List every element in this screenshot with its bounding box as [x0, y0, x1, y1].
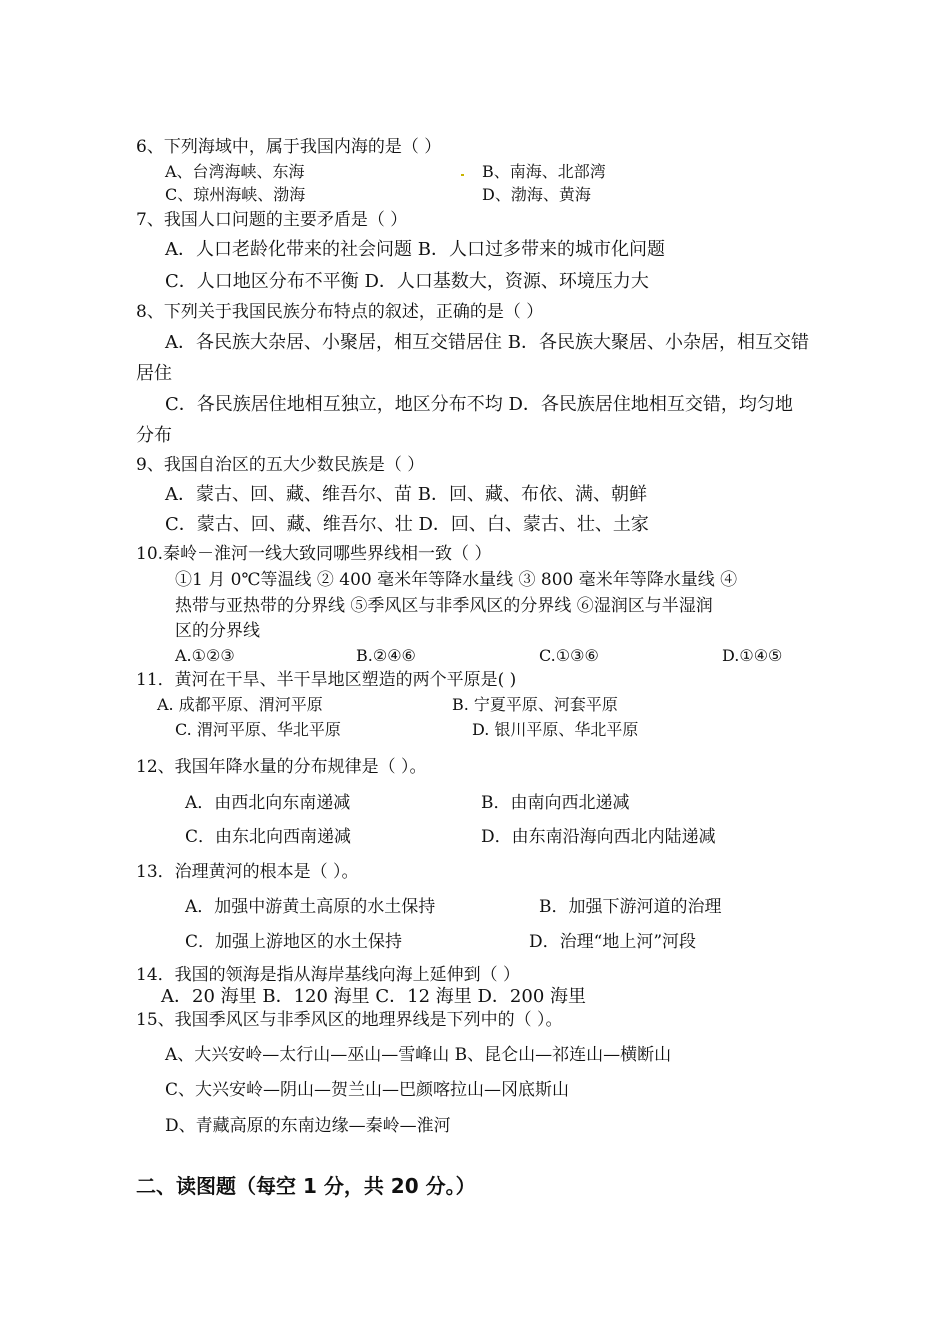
q9-stem: 9、我国自治区的五大少数民族是（ ） [136, 455, 425, 475]
q12-option-c: C．由东北向西南递减 [185, 827, 352, 847]
q10-option-a: A.①②③ [175, 646, 235, 665]
q14-stem: 14．我国的领海是指从海岸基线向海上延伸到（ ） [136, 965, 521, 985]
q10-statements-line3: 区的分界线 [175, 621, 260, 641]
q8-options-ab-line2: 居住 [136, 363, 172, 384]
q9-options-cd: C．蒙古、回、藏、维吾尔、壮 D．回、白、蒙古、壮、土家 [165, 514, 649, 535]
q11-option-b: B. 宁夏平原、河套平原 [452, 695, 618, 714]
q10-option-c: C.①③⑥ [539, 646, 599, 665]
q11-stem: 11．黄河在干旱、半干旱地区塑造的两个平原是( ) [136, 670, 517, 690]
q7-options-ab: A．人口老龄化带来的社会问题 B．人口过多带来的城市化问题 [165, 239, 665, 260]
q10-option-b: B.②④⑥ [356, 646, 416, 665]
q9-options-ab: A．蒙古、回、藏、维吾尔、苗 B．回、藏、布依、满、朝鲜 [165, 484, 647, 505]
q10-option-d: D.①④⑤ [722, 646, 783, 665]
speck-mark [461, 174, 464, 176]
q14-options: A．20 海里 B．120 海里 C．12 海里 D．200 海里 [161, 986, 587, 1007]
q12-option-a: A．由西北向东南递减 [185, 793, 351, 813]
q10-statements-line2: 热带与亚热带的分界线 ⑤季风区与非季风区的分界线 ⑥湿润区与半湿润 [175, 596, 713, 616]
q12-stem: 12、我国年降水量的分布规律是（ ）。 [136, 757, 427, 777]
q6-option-b: B、南海、北部湾 [482, 162, 606, 181]
q6-option-d: D、渤海、黄海 [482, 185, 591, 204]
q8-options-ab-line1: A．各民族大杂居、小聚居，相互交错居住 B．各民族大聚居、小杂居，相互交错 [165, 332, 809, 353]
q11-option-a: A. 成都平原、渭河平原 [157, 695, 323, 714]
q8-options-cd-line2: 分布 [136, 425, 172, 446]
q12-option-b: B．由南向西北递减 [481, 793, 630, 813]
q15-option-c: C、大兴安岭—阴山—贺兰山—巴颜喀拉山—冈底斯山 [165, 1080, 570, 1100]
q12-option-d: D．由东南沿海向西北内陆递减 [481, 827, 716, 847]
q6-option-a: A、台湾海峡、东海 [165, 162, 305, 181]
q13-option-d: D．治理“地上河”河段 [529, 932, 697, 952]
q11-option-d: D. 银川平原、华北平原 [472, 720, 639, 739]
q10-stem: 10.秦岭－淮河一线大致同哪些界线相一致（ ） [136, 544, 492, 564]
q13-option-b: B．加强下游河道的治理 [539, 897, 722, 917]
q10-statements-line1: ①1 月 0℃等温线 ② 400 毫米年等降水量线 ③ 800 毫米年等降水量线 ④ [175, 570, 738, 590]
q13-option-a: A．加强中游黄土高原的水土保持 [185, 897, 436, 917]
q6-option-c: C、琼州海峡、渤海 [165, 185, 306, 204]
q15-option-d: D、青藏高原的东南边缘—秦岭—淮河 [165, 1116, 451, 1136]
q15-options-ab: A、大兴安岭—太行山—巫山—雪峰山 B、昆仑山—祁连山—横断山 [165, 1045, 672, 1065]
q8-stem: 8、下列关于我国民族分布特点的叙述，正确的是（ ） [136, 302, 544, 322]
q13-stem: 13．治理黄河的根本是（ ）。 [136, 862, 359, 882]
q13-option-c: C．加强上游地区的水土保持 [185, 932, 403, 952]
q15-stem: 15、我国季风区与非季风区的地理界线是下列中的（ ）。 [136, 1010, 563, 1030]
section-2-heading: 二、读图题（每空 1 分，共 20 分。） [136, 1174, 476, 1198]
q11-option-c: C. 渭河平原、华北平原 [175, 720, 341, 739]
q8-options-cd-line1: C．各民族居住地相互独立，地区分布不均 D．各民族居住地相互交错，均匀地 [165, 394, 793, 415]
q7-stem: 7、我国人口问题的主要矛盾是（ ） [136, 210, 408, 230]
q6-stem: 6、下列海域中，属于我国内海的是（ ） [136, 137, 442, 157]
q7-options-cd: C．人口地区分布不平衡 D．人口基数大，资源、环境压力大 [165, 271, 649, 292]
